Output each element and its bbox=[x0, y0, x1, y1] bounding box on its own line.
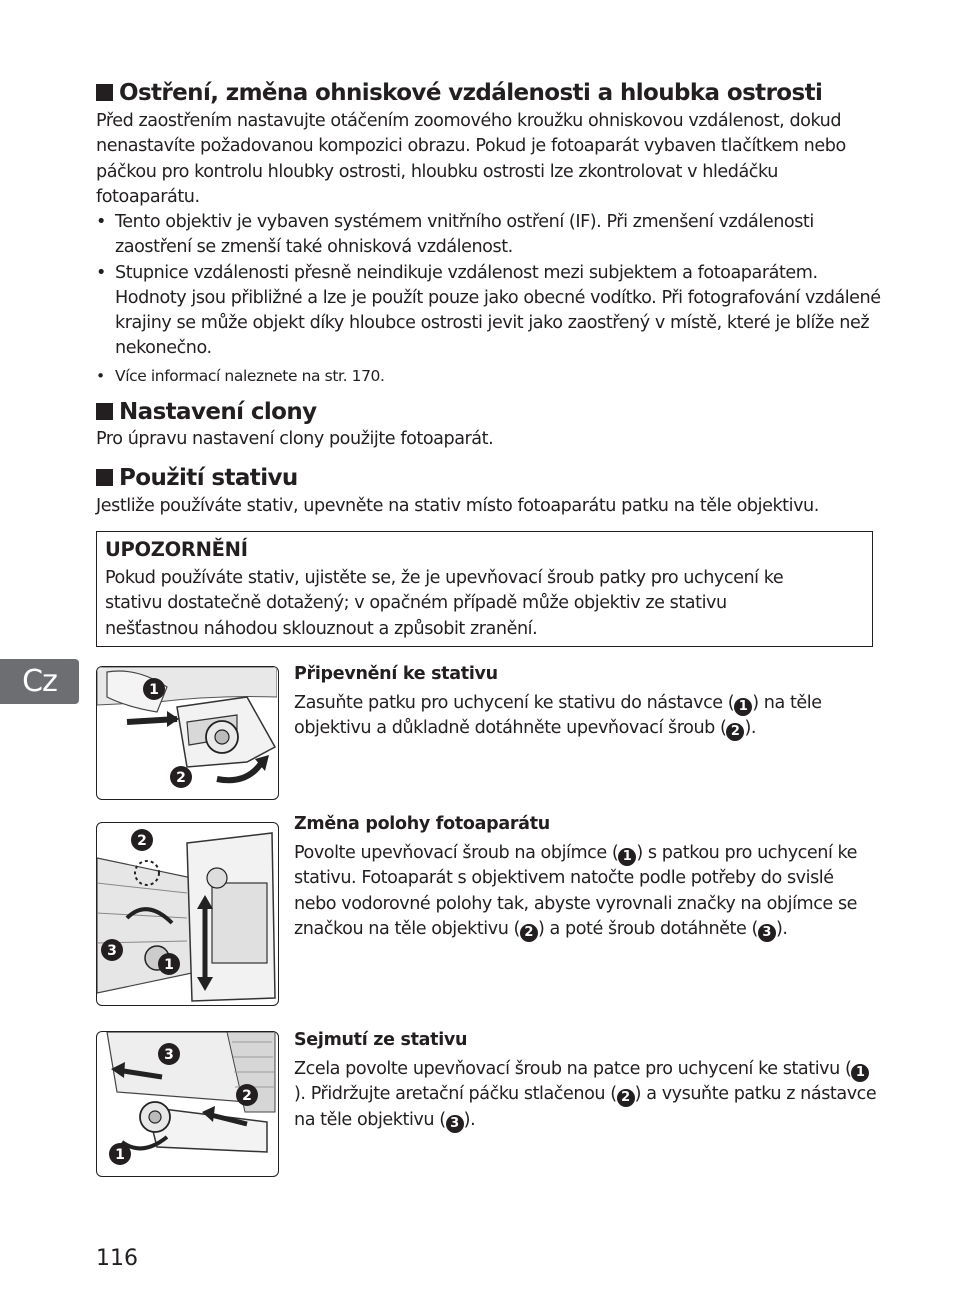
section-heading-focusing bbox=[96, 79, 822, 107]
figure-remove-from-tripod bbox=[96, 1031, 279, 1177]
section-body-aperture: Pro úpravu nastavení clony použijte fotoaparát. bbox=[96, 429, 494, 449]
caution-title: UPOZORNĚNÍ bbox=[105, 538, 248, 561]
number-marker: 2 bbox=[520, 924, 538, 942]
number-marker: 1 bbox=[734, 698, 752, 716]
step-text-remove: Zcela povolte upevňovací šroub na patce pro uchycení ke stativu ( 1). Přidržujte aretační páčku stlačenou ( 2 ) a vysuňte patku z nástavce na těle objektivu ( 3 ). bbox=[294, 1059, 877, 1131]
section-title: Ostření, změna ohniskové vzdálenosti a hloubka ostrosti bbox=[119, 80, 823, 106]
number-marker: 3 bbox=[446, 1115, 464, 1133]
figure-attach-to-tripod bbox=[96, 666, 279, 800]
page-number: 116 bbox=[96, 1246, 138, 1271]
section-heading-tripod bbox=[96, 464, 298, 492]
number-marker: 3 bbox=[758, 924, 776, 942]
section-title: Nastavení clony bbox=[119, 399, 317, 425]
svg-text:2: 2 bbox=[137, 833, 147, 849]
step-title-reposition: Změna polohy fotoaparátu bbox=[294, 814, 550, 834]
caution-text: Pokud používáte stativ, ujistěte se, že je upevňovací šroub patky pro uchycení ke stativu dostatečně dotažený; v opačném případě může objektiv ze stativu nešťastnou náhodou sklouznout a způsobit zranění. bbox=[105, 568, 784, 639]
square-bullet-icon bbox=[96, 84, 113, 101]
section-body-focusing: Před zaostřením nastavujte otáčením zoomového kroužku ohniskovou vzdálenost, dokud nenastavíte požadovanou kompozici obrazu. Pokud je fotoaparát vybaven tlačítkem nebo páčkou pro kontrolu hloubky ostrosti, hloubku ostrosti lze zkontrolovat v hledáčku fotoaparátu. bbox=[96, 111, 846, 207]
number-marker: 1 bbox=[851, 1064, 869, 1082]
step-text-reposition: Povolte upevňovací šroub na objímce ( 1 ) s patkou pro uchycení ke stativu. Fotoaparát s objektivem natočte podle potřeby do svislé nebo vodorovné polohy tak, abyste vyrovnali značky na objímce se značkou na těle objektivu ( 2 ) a poté šroub dotáhněte ( 3 ). bbox=[294, 843, 858, 940]
svg-text:3: 3 bbox=[164, 1047, 174, 1063]
section-title: Použití stativu bbox=[119, 465, 298, 491]
tripod-attach-illustration bbox=[97, 667, 277, 798]
section-heading-aperture bbox=[96, 398, 317, 426]
step-text-attach: Zasuňte patku pro uchycení ke stativu do nástavce ( 1 ) na těle objektivu a důkladně dotáhněte upevňovací šroub ( 2 ). bbox=[294, 693, 822, 740]
svg-text:2: 2 bbox=[176, 770, 186, 786]
svg-text:3: 3 bbox=[107, 943, 117, 959]
svg-text:1: 1 bbox=[164, 957, 174, 973]
step-title-attach: Připevnění ke stativu bbox=[294, 664, 498, 684]
svg-text:2: 2 bbox=[242, 1088, 252, 1104]
number-marker: 2 bbox=[726, 723, 744, 741]
tripod-remove-illustration bbox=[97, 1032, 277, 1175]
language-tab: Cz bbox=[0, 659, 79, 704]
caution-box bbox=[96, 531, 873, 647]
bullet-list-focusing bbox=[96, 210, 886, 389]
bullet-item: • Tento objektiv je vybaven systémem vnitřního ostření (IF). Při zmenšení vzdálenosti zaostření se zmenší také ohnisková vzdálenost. bbox=[96, 210, 886, 261]
figure-rotate-camera bbox=[96, 822, 279, 1006]
svg-text:1: 1 bbox=[149, 682, 159, 698]
number-marker: 2 bbox=[617, 1089, 635, 1107]
rotate-camera-illustration bbox=[97, 823, 277, 1004]
section-body-tripod: Jestliže používáte stativ, upevněte na stativ místo fotoaparátu patku na těle objektivu. bbox=[96, 496, 819, 516]
number-marker: 1 bbox=[618, 848, 636, 866]
square-bullet-icon bbox=[96, 403, 113, 420]
square-bullet-icon bbox=[96, 469, 113, 486]
svg-text:1: 1 bbox=[115, 1147, 125, 1163]
bullet-item: • Stupnice vzdálenosti přesně neindikuje vzdálenost mezi subjektem a fotoaparátem. Hodnoty jsou přibližné a lze je použít pouze jako obecné vodítko. Při fotografování vzdálené krajiny se může objekt díky hloubce ostrosti jevit jako zaostřený v místě, které je blíže než nekonečno. bbox=[96, 261, 886, 362]
step-title-remove: Sejmutí ze stativu bbox=[294, 1030, 468, 1050]
bullet-item: • Více informací naleznete na str. 170. bbox=[96, 364, 886, 389]
